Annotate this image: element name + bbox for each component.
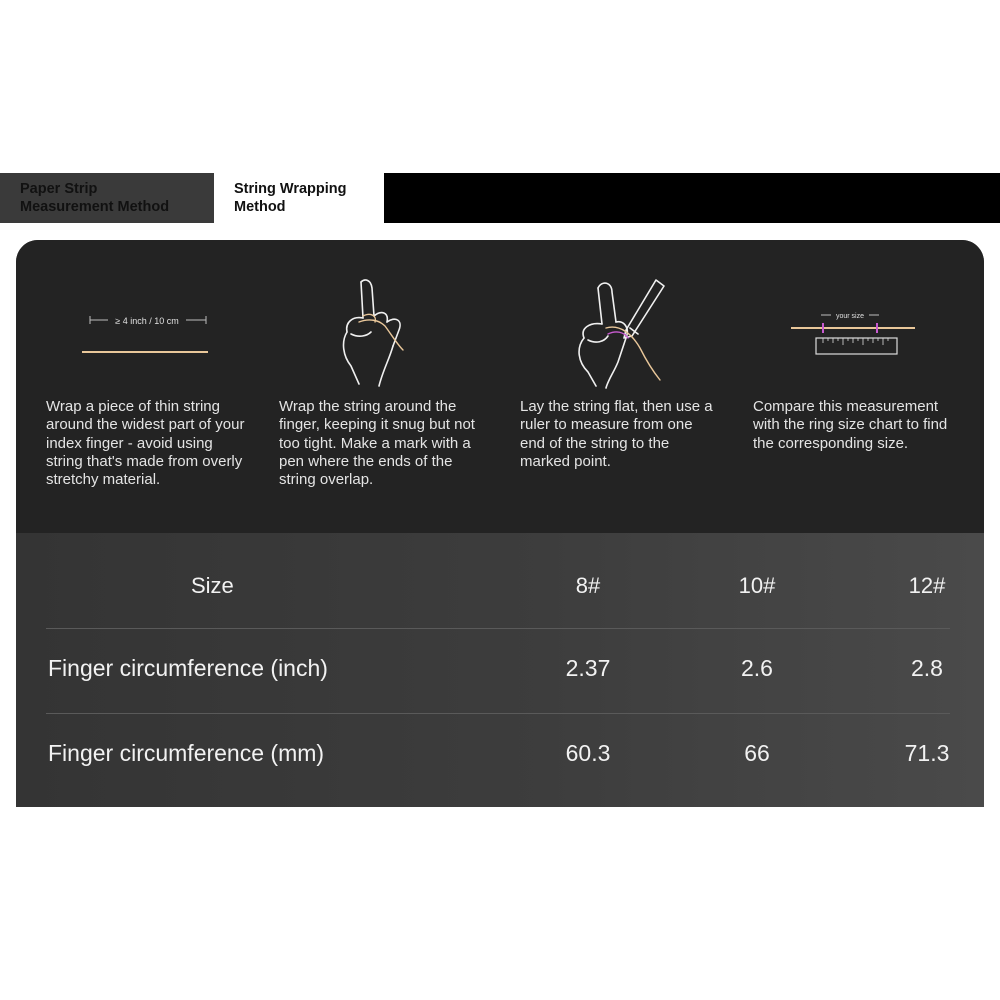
mm-value-8: 60.3 xyxy=(565,740,611,766)
inch-value-12: 2.8 xyxy=(911,655,943,681)
tab-paper-strip[interactable] xyxy=(0,173,214,223)
method-tabs xyxy=(0,173,1000,223)
size-header-label: Size xyxy=(191,573,234,598)
table-divider xyxy=(46,628,950,629)
hand-pen-mark-icon xyxy=(520,276,740,396)
hand-wrap-string-icon xyxy=(279,276,499,396)
tab-string-wrapping-line2: Method xyxy=(234,199,286,215)
step-2-text: Wrap the string around the finger, keeping it snug but not too tight. Make a mark with a pen where the ends of the string overlap. xyxy=(279,398,475,489)
size-10: 10# xyxy=(738,573,776,598)
inch-row-label: Finger circumference (inch) xyxy=(48,655,328,681)
tab-paper-strip-line1: Paper Strip xyxy=(20,181,98,197)
steps-panel xyxy=(16,240,984,533)
ruler-measure-icon xyxy=(753,276,973,396)
your-size-label: your size xyxy=(835,313,865,320)
step-1-text: Wrap a piece of thin string around the widest part of your index finger - avoid using string that's made from overly stretchy material. xyxy=(46,398,245,489)
size-table xyxy=(16,533,984,807)
mm-value-12: 71.3 xyxy=(904,740,950,766)
instructions-card xyxy=(16,240,984,807)
inch-value-8: 2.37 xyxy=(565,655,611,681)
tab-string-wrapping[interactable] xyxy=(214,173,384,223)
length-label: ≥ 4 inch / 10 cm xyxy=(115,316,179,326)
step-3-text: Lay the string flat, then use a ruler to measure from one end of the string to the marked point. xyxy=(520,398,713,470)
size-12: 12# xyxy=(908,573,946,598)
mm-row-label: Finger circumference (mm) xyxy=(48,740,325,766)
string-length-icon xyxy=(46,276,266,396)
size-8: 8# xyxy=(575,573,601,598)
tab-string-wrapping-line1: String Wrapping xyxy=(234,181,347,197)
inch-value-10: 2.6 xyxy=(741,655,773,681)
mm-value-10: 66 xyxy=(744,740,770,766)
step-4-text: Compare this measurement with the ring size chart to find the corresponding size. xyxy=(753,398,948,452)
tab-paper-strip-line2: Measurement Method xyxy=(20,199,170,215)
table-divider xyxy=(46,713,950,714)
